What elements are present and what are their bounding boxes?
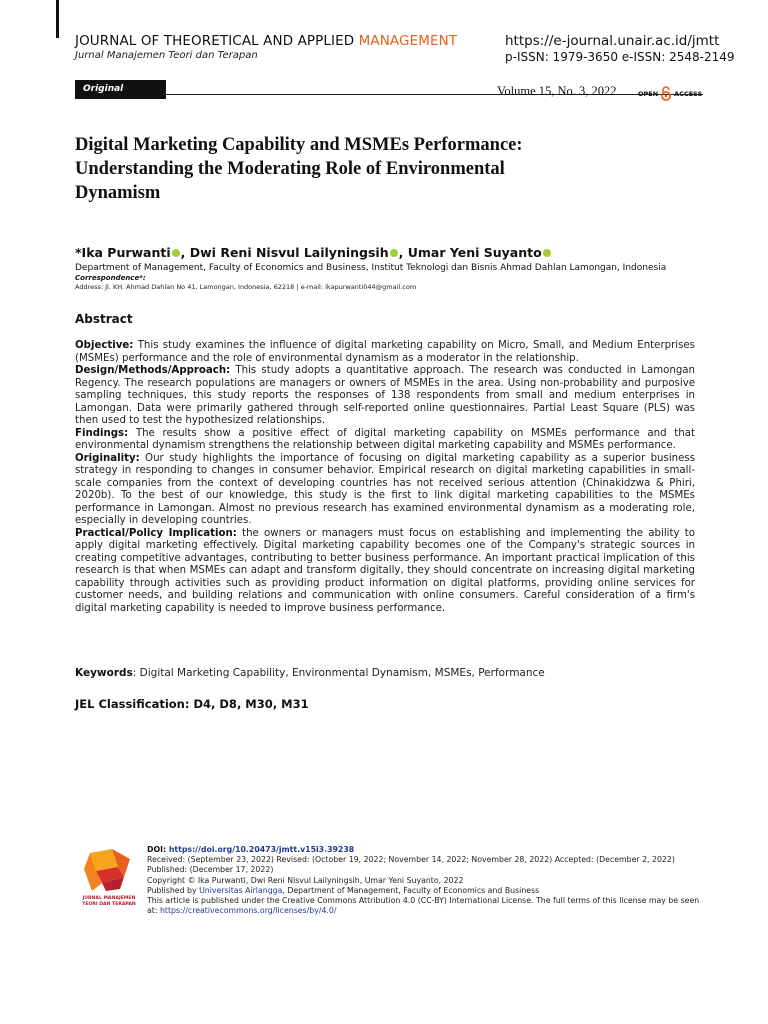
- title-line: Digital Marketing Capability and MSMEs Performance:: [75, 135, 523, 155]
- abstract-section-label: Findings:: [75, 427, 129, 439]
- author-name: *Ika Purwanti: [75, 245, 171, 260]
- open-access-right-text: ACCESS: [674, 89, 703, 98]
- abstract-section-text: This study adopts a quantitative approach. The research was conducted in Lamongan Regency. The research populations are managers or owners of MSMEs in the area. Using non-probability and purposive sampling techniques, this study reports the responses of 138 respondents from small and medium enterprises in Lamongan. Data were primarily gathered through self-reported online questionnaires. Partial Least Square (PLS) was then used to test the hypothesized relationships.: [75, 365, 695, 426]
- history-dates: Received: (September 23, 2022) Revised: (October 19, 2022; November 14, 2022; November 28, 2022) Accepted: (December 2, 2022) Published: (December 17, 2022): [147, 855, 675, 875]
- journal-url-link[interactable]: https://e-journal.unair.ac.id/jmtt: [505, 33, 720, 49]
- open-access-badge: [638, 86, 702, 101]
- abstract-section-text: the owners or managers must focus on establishing and implementing the ability to apply digital marketing effectively. Digital marketing capability becomes one of the Company's strategic sources in creating competitive advantages, contributing to better business performance. An important practical implication of this research is that when MSMEs can adapt and transform digitally, they should concentrate on increasing digital marketing capability through activities such as providing product information on digital platforms, providing online services for customer needs, and building relations and communication with online consumers. Careful consideration of a firm's digital marketing capability is needed to improve business performance.: [75, 527, 695, 614]
- abstract-design: [75, 365, 695, 428]
- logo-text-line: JURNAL MANAJEMEN: [82, 896, 136, 901]
- title-line: Understanding the Moderating Role of Environmental: [75, 159, 505, 179]
- abstract-section-text: Our study highlights the importance of focusing on digital marketing capability as a superior business strategy in responding to changes in consumer behavior. Empirical research on digital marketing capabilities in small-scale companies from the context of developing countries has not received serious attention (Chinakidzwa & Phiri, 2020b). To the best of our knowledge, this study is the first to link digital marketing capabilities to the MSMEs performance in Lamongan. Almost no previous research has examined environmental dynamism as a moderating role, especially in developing countries.: [75, 452, 695, 526]
- doi-line: [147, 845, 703, 855]
- abstract-findings: [75, 428, 695, 453]
- keywords-label: Keywords: [75, 667, 133, 679]
- open-access-left-text: OPEN: [638, 89, 659, 98]
- jel-classification: JEL Classification: D4, D8, M30, M31: [75, 697, 309, 711]
- publisher-link[interactable]: Universitas Airlangga: [199, 885, 283, 895]
- affiliation: Department of Management, Faculty of Economics and Business, Institut Teknologi dan Bisnis Ahmad Dahlan Lamongan, Indonesia: [75, 263, 667, 273]
- keywords: [75, 667, 545, 679]
- correspondence-label: Correspondence*:: [75, 274, 146, 282]
- keywords-text: : Digital Marketing Capability, Environmental Dynamism, MSMEs, Performance: [132, 667, 545, 679]
- license-text: This article is published under the Creative Commons Attribution 4.0 (CC-BY) International License. The full terms of this license may be seen at:: [147, 896, 700, 916]
- publisher-suffix: , Department of Management, Faculty of Economics and Business: [282, 885, 540, 895]
- journal-name-prefix: JOURNAL OF THEORETICAL AND APPLIED: [75, 33, 359, 49]
- abstract-section-text: This study examines the influence of digital marketing capability on Micro, Small, and Medium Enterprises (MSMEs) performance and the role of environmental dynamism as a moderator in the relationship.: [75, 340, 695, 364]
- abstract-section-label: Objective:: [75, 340, 134, 351]
- abstract-originality: [75, 453, 695, 528]
- article-type-badge: Original Research: [75, 80, 166, 99]
- orcid-icon[interactable]: [172, 249, 180, 257]
- abstract-section-label: Design/Methods/Approach:: [75, 365, 231, 376]
- author-list: [75, 245, 552, 260]
- abstract-heading: Abstract: [75, 312, 133, 326]
- publisher-line: [147, 886, 703, 896]
- orcid-icon[interactable]: [543, 249, 551, 257]
- abstract-practical: [75, 528, 695, 616]
- journal-subtitle: Jurnal Manajemen Teori dan Terapan: [75, 50, 258, 61]
- publisher-prefix: Published by: [147, 885, 200, 895]
- journal-logo-text: [72, 896, 146, 908]
- abstract-section-label: Originality:: [75, 452, 140, 464]
- journal-issn: p-ISSN: 1979-3650 e-ISSN: 2548-2149: [505, 50, 735, 64]
- article-title: [75, 133, 695, 205]
- abstract-section-label: Practical/Policy Implication:: [75, 527, 237, 539]
- volume-info: Volume 15, No. 3, 2022: [497, 84, 617, 98]
- author-name: , Umar Yeni Suyanto: [398, 245, 542, 260]
- abstract-section-text: The results show a positive effect of digital marketing capability on MSMEs performance and that environmental dynamism strengthens the relationship between digital marketing capability and MSMEs performance.: [75, 427, 695, 451]
- license-link[interactable]: https://creativecommons.org/licenses/by/4.0/: [159, 906, 337, 916]
- correspondence-address: Address: Jl. KH. Ahmad Dahlan No 41, Lamongan, Indonesia, 62218 | e-mail: ikapurwanti044@gmail.com: [75, 283, 417, 291]
- article-metadata: [147, 845, 703, 916]
- copyright-line: Copyright © Ika Purwanti, Dwi Reni Nisvul Lailyningsih, Umar Yeni Suyanto, 2022: [147, 875, 464, 885]
- abstract-body: [75, 340, 695, 615]
- doi-link[interactable]: https://doi.org/10.20473/jmtt.v15i3.39238: [166, 845, 355, 854]
- margin-bar: [56, 0, 59, 38]
- author-name: , Dwi Reni Nisvul Lailyningsih: [180, 245, 389, 260]
- abstract-objective: [75, 340, 695, 365]
- license-line: [147, 896, 703, 916]
- journal-name: [75, 33, 457, 49]
- open-access-lock-icon: [660, 86, 672, 101]
- logo-text-line: TEORI DAN TERAPAN: [82, 902, 136, 907]
- orcid-icon[interactable]: [390, 249, 398, 257]
- journal-name-accent: MANAGEMENT: [358, 33, 458, 49]
- doi-label: DOI:: [147, 845, 167, 854]
- title-line: Dynamism: [75, 183, 161, 203]
